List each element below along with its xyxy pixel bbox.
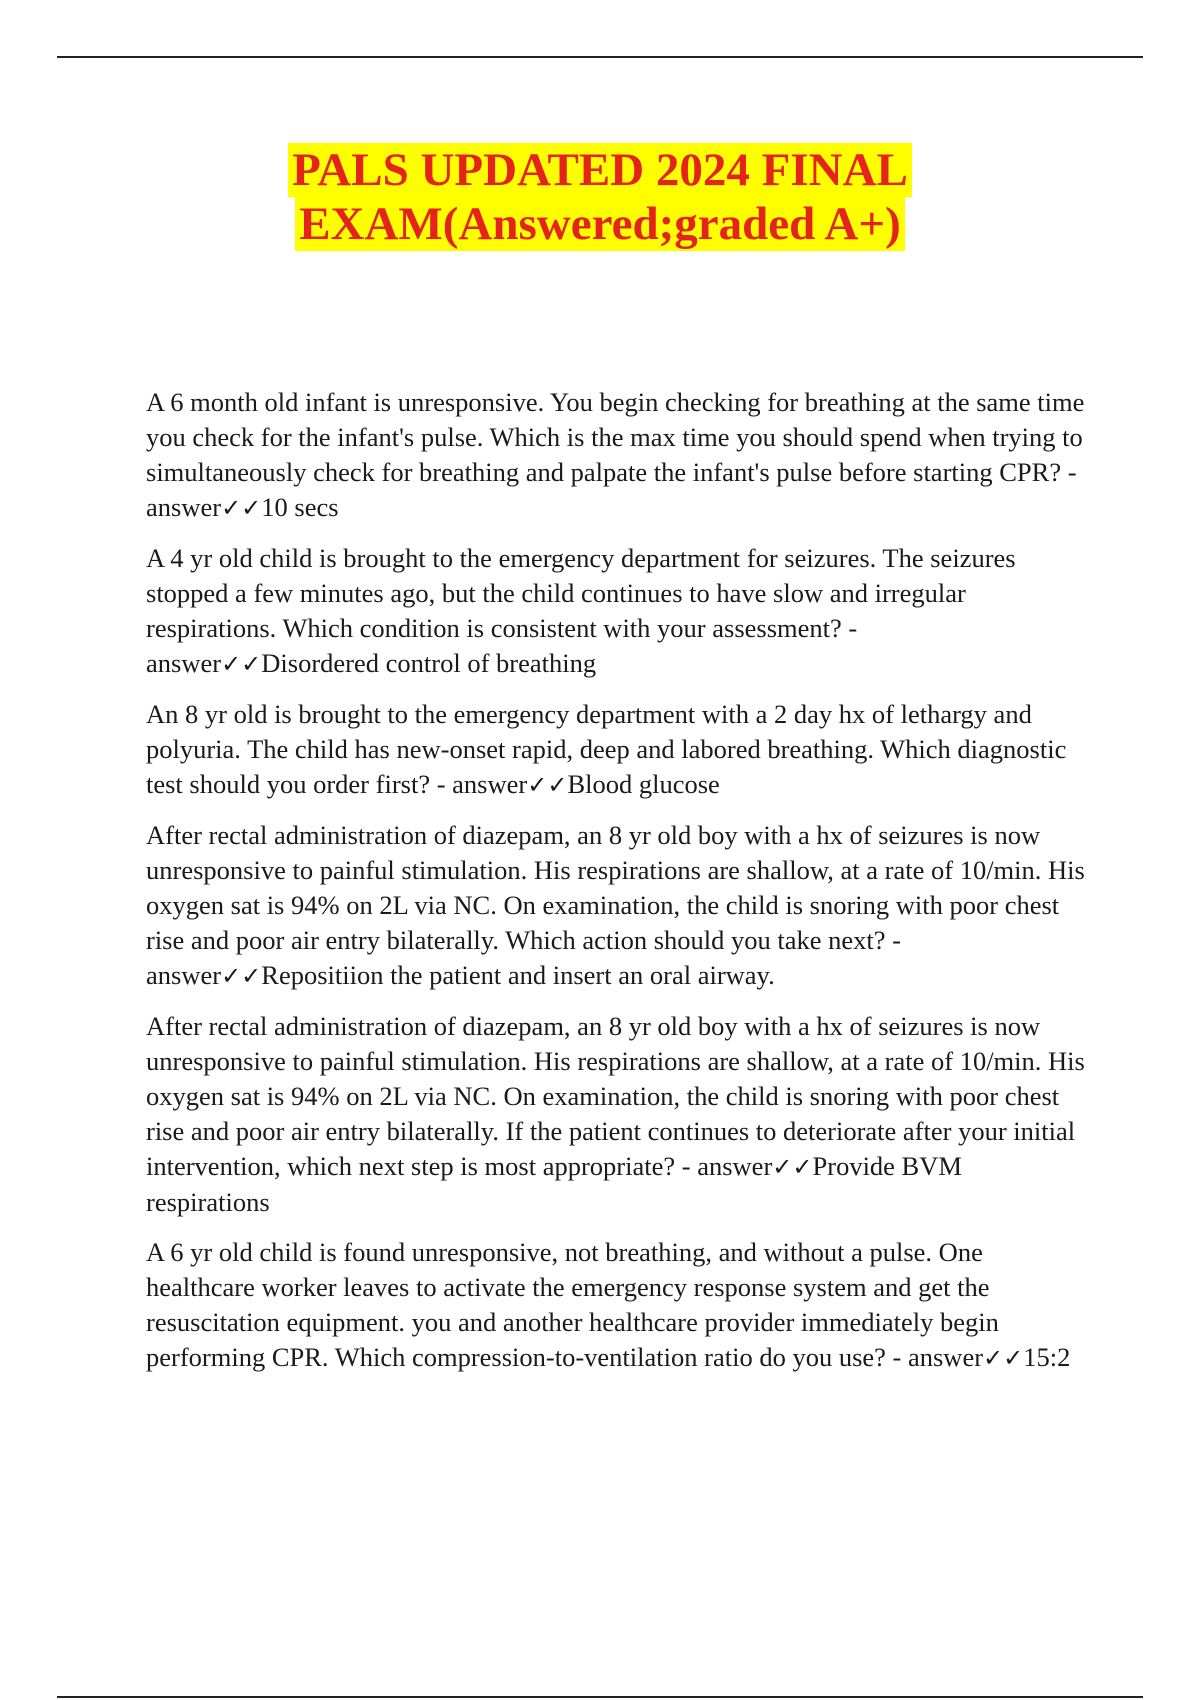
- answer-label: answer: [452, 769, 528, 799]
- double-check-icon: ✓✓: [527, 771, 568, 799]
- double-check-icon: ✓✓: [221, 962, 262, 990]
- qa-item-5: [146, 1009, 1086, 1220]
- answer-text: 10 secs: [261, 492, 339, 522]
- qa-list: [146, 385, 1086, 1391]
- answer-text: 15:2: [1023, 1342, 1071, 1372]
- answer-label: answer: [146, 648, 222, 678]
- answer-label: answer: [697, 1151, 773, 1181]
- qa-item-1: [146, 385, 1086, 526]
- title-line-1: PALS UPDATED 2024 FINAL: [288, 143, 912, 197]
- answer-label: answer: [907, 1342, 984, 1372]
- question-text: After rectal administration of diazepam, an 8 yr old boy with a hx of seizures is now unresponsive to painful stimulation. His respirations are shallow, at a rate of 10/min. His oxygen sat is 94% on 2L via NC. On examination, the child is snoring with poor chest rise and poor air entry bilaterally. If the patient continues to deteriorate after your initial intervention, which next step is most appropriate? -: [146, 1011, 1085, 1181]
- qa-item-6: [146, 1235, 1086, 1376]
- double-check-icon: ✓✓: [772, 1153, 813, 1181]
- qa-item-2: [146, 541, 1086, 682]
- question-text: After rectal administration of diazepam, an 8 yr old boy with a hx of seizures is now unresponsive to painful stimulation. His respirations are shallow, at a rate of 10/min. His oxygen sat is 94% on 2L via NC. On examination, the child is snoring with poor chest rise and poor air entry bilaterally. Which action should you take next? -: [146, 820, 1085, 955]
- bottom-divider: [57, 1696, 1143, 1698]
- answer-text: Disordered control of breathing: [261, 648, 597, 678]
- document-title: [0, 143, 1200, 251]
- top-divider: [57, 56, 1143, 58]
- qa-item-3: [146, 697, 1086, 803]
- double-check-icon: ✓✓: [221, 650, 262, 678]
- double-check-icon: ✓✓: [221, 494, 262, 522]
- answer-label: answer: [146, 492, 222, 522]
- title-line-2: EXAM(Answered;graded A+): [295, 197, 905, 251]
- question-text: An 8 yr old is brought to the emergency department with a 2 day hx of lethargy and polyuria. The child has new-onset rapid, deep and labored breathing. Which diagnostic test should you order first? -: [146, 699, 1067, 799]
- answer-label: answer: [146, 960, 222, 990]
- double-check-icon: ✓✓: [983, 1344, 1024, 1372]
- answer-text: Repositiion the patient and insert an oral airway.: [261, 960, 775, 990]
- answer-text: Blood glucose: [567, 769, 720, 799]
- question-text: A 6 yr old child is found unresponsive, not breathing, and without a pulse. One healthcare worker leaves to activate the emergency response system and get the resuscitation equipment. you and another healthcare provider immediately begin performing CPR. Which compression-to-ventilation ratio do you use? -: [146, 1237, 999, 1372]
- question-text: A 6 month old infant is unresponsive. You begin checking for breathing at the same time you check for the infant's pulse. Which is the max time you should spend when trying to simultaneously check for breathing and palpate the infant's pulse before starting CPR? -: [146, 387, 1085, 487]
- question-text: A 4 yr old child is brought to the emergency department for seizures. The seizures stopped a few minutes ago, but the child continues to have slow and irregular respirations. Which condition is consistent with your assessment? -: [146, 543, 1016, 643]
- answer-text: Provide BVM respirations: [146, 1151, 962, 1217]
- qa-item-4: [146, 818, 1086, 994]
